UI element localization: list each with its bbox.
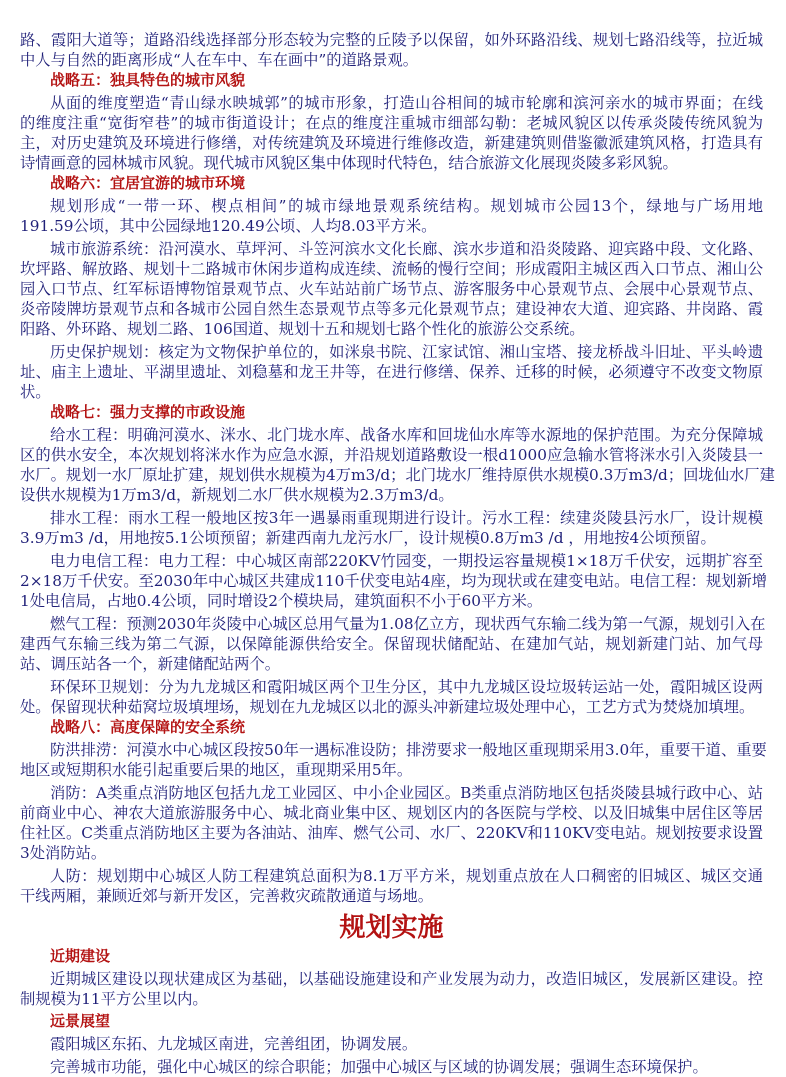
paragraph xyxy=(20,30,763,70)
text-line: 水厂。规划一水厂原址扩建，规划供水规模为4万m3/d；北门垅水厂维持原供水规模0.3万m3/d；回垅仙水厂建 xyxy=(20,466,775,484)
paragraph xyxy=(20,508,763,548)
text-line: 址、庙主上遗址、平湖里遗址、刘稳墓和龙王井等，在进行修缮、保养、迁移的时候，必须遵守不改变文物原 xyxy=(20,363,763,381)
text-line: 坎坪路、解放路、规划十二路城市休闲步道构成连续、流畅的慢行空间；形成霞阳主城区西入口节点、湘山公 xyxy=(20,260,763,278)
text-line: 燃气工程：预测2030年炎陵中心城区总用气量为1.08亿立方，现状西气东输二线为第一气源，规划引入在 xyxy=(50,615,766,633)
text-line: 区的供水安全，本次规划将洣水作为应急水源，并沿规划道路敷设一根d1000应急输水管将洣水引入炎陵县一 xyxy=(20,446,763,464)
text-line: 主，对历史建筑及环境进行修缮，对传统建筑及环境进行维修改造，新建建筑则借鉴徽派建筑风格，打造具有 xyxy=(20,134,763,152)
text-line: 制规模为11平方公里以内。 xyxy=(20,990,208,1008)
paragraph xyxy=(20,969,763,1009)
subsection-heading: 近期建设 xyxy=(50,947,111,965)
text-line: 园入口节点、红军标语博物馆景观节点、火车站站前广场节点、游客服务中心景观节点、会展中心景观节点、 xyxy=(20,280,763,298)
text-line: 电力电信工程：电力工程：中心城区南部220KV竹园变，一期投运容量规模1×18万千伏安，远期扩容至 xyxy=(50,552,763,570)
text-line: 1处电信局，占地0.4公顷，同时增设2个模块局，建筑面积不小于60平方米。 xyxy=(20,592,543,610)
text-line: 2×18万千伏安。至2030年中心城区共建成110千伏变电站4座，均为现状或在建变电站。电信工程：规划新增 xyxy=(20,572,768,590)
document-page xyxy=(20,30,775,1077)
text-line: 近期城区建设以现状建成区为基础，以基础设施建设和产业发展为动力，改造旧城区，发展新区建设。控 xyxy=(50,970,763,988)
text-line: 炎帝陵牌坊景观节点和各城市公园自然生态景观节点等多元化景观节点；建设神农大道、迎宾路、井岗路、霞 xyxy=(20,300,763,318)
text-line: 人防：规划期中心城区人防工程建筑总面积为8.1万平方米，规划重点放在人口稠密的旧城区、城区交通 xyxy=(50,867,763,885)
paragraph xyxy=(20,614,766,674)
text-line: 从面的维度塑造“青山绿水映城郭”的城市形象，打造山谷相间的城市轮廓和滨河亲水的城市界面；在线 xyxy=(50,94,763,112)
text-line: 规划形成“一带一环、楔点相间”的城市绿地景观系统结构。规划城市公园13个，绿地与广场用地 xyxy=(50,197,763,215)
text-line: 环保环卫规划：分为九龙城区和霞阳城区两个卫生分区，其中九龙城区设垃圾转运站一处，霞阳城区设两 xyxy=(50,678,763,696)
text-line: 住社区。C类重点消防地区主要为各油站、油库、燃气公司、水厂、220KV和110KV变电站。规划按要求设置 xyxy=(20,824,763,842)
paragraph xyxy=(20,1057,763,1077)
paragraph xyxy=(20,239,763,339)
text-line: 设供水规模为1万m3/d，新规划二水厂供水规模为2.3万m3/d。 xyxy=(20,486,454,504)
paragraph xyxy=(20,740,767,780)
paragraph xyxy=(20,1034,763,1054)
paragraph xyxy=(20,783,763,863)
paragraph xyxy=(20,425,775,505)
text-line: 的维度注重“宽街窄巷”的城市街道设计；在点的维度注重城市细部勾勒：老城风貌区以传承炎陵传统风貌为 xyxy=(20,114,763,132)
text-line: 防洪排涝：河漠水中心城区段按50年一遇标准设防；排涝要求一般地区重现期采用3.0年，重要干道、重要 xyxy=(50,741,767,759)
paragraph xyxy=(20,342,763,402)
text-line: 给水工程：明确河漠水、洣水、北门垅水库、战备水库和回垅仙水库等水源地的保护范围。为充分保障城 xyxy=(50,426,763,444)
text-line: 处。保留现状种茹窝垃圾填埋场，规划在九龙城区以北的源头冲新建垃圾处理中心，工艺方式为焚烧加填埋。 xyxy=(20,698,755,716)
subsection-heading: 战略七：强力支撑的市政设施 xyxy=(50,403,246,421)
text-line: 状。 xyxy=(20,383,51,401)
text-line: 地区或短期积水能引起重要后果的地区，重现期采用5年。 xyxy=(20,761,413,779)
text-line: 191.59公顷，其中公园绿地120.49公顷、人均8.03平方米。 xyxy=(20,217,437,235)
text-line: 排水工程：雨水工程一般地区按3年一遇暴雨重现期进行设计。污水工程：续建炎陵县污水厂，设计规模 xyxy=(50,509,763,527)
text-line: 诗情画意的园林城市风貌。现代城市风貌区集中体现时代特色，结合旅游文化展现炎陵多彩风貌。 xyxy=(20,154,678,172)
text-line: 建西气东输三线为第二气源，以保障能源供给安全。保留现状储配站、在建加气站，规划新建门站、加气母 xyxy=(20,635,763,653)
text-line: 中人与自然的距离形成“人在车中、车在画中”的道路景观。 xyxy=(20,51,419,69)
text-line: 完善城市功能，强化中心城区的综合职能；加强中心城区与区域的协调发展；强调生态环境保护。 xyxy=(50,1058,708,1076)
text-line: 干线两厢，兼顾近郊与新开发区，完善救灾疏散通道与场地。 xyxy=(20,887,434,905)
paragraph xyxy=(20,93,763,173)
text-line: 历史保护规划：核定为文物保护单位的，如洣泉书院、江家试馆、湘山宝塔、接龙桥战斗旧址、平头岭遗 xyxy=(50,343,763,361)
paragraph xyxy=(20,866,763,906)
text-line: 路、霞阳大道等；道路沿线选择部分形态较为完整的丘陵予以保留，如外环路沿线、规划七路沿线等，拉近城 xyxy=(20,31,763,49)
subsection-heading: 远景展望 xyxy=(50,1012,111,1030)
text-line: 3处消防站。 xyxy=(20,844,107,862)
paragraph xyxy=(20,551,768,611)
paragraph xyxy=(20,196,763,236)
text-line: 前商业中心、神农大道旅游服务中心、城北商业集中区、规划区内的各医院与学校、以及旧城集中居住区等居 xyxy=(20,804,763,822)
subsection-heading: 战略八：高度保障的安全系统 xyxy=(50,718,246,736)
text-line: 站、调压站各一个，新建储配站两个。 xyxy=(20,655,281,673)
subsection-heading: 战略五：独具特色的城市风貌 xyxy=(50,71,246,89)
text-line: 消防：A类重点消防地区包括九龙工业园区、中小企业园区。B类重点消防地区包括炎陵县城行政中心、站 xyxy=(50,784,763,802)
section-title: 规划实施 xyxy=(339,913,444,943)
subsection-heading: 战略六：宜居宜游的城市环境 xyxy=(50,174,246,192)
text-line: 城市旅游系统：沿河漠水、草坪河、斗笠河滨水文化长廊、滨水步道和沿炎陵路、迎宾路中段、文化路、 xyxy=(50,240,763,258)
paragraph xyxy=(20,677,763,717)
text-line: 3.9万m3 /d，用地按5.1公顷预留；新建西南九龙污水厂，设计规模0.8万m3 /d ，用地按4公顷预留。 xyxy=(20,529,716,547)
text-line: 霞阳城区东拓、九龙城区南进，完善组团，协调发展。 xyxy=(50,1035,418,1053)
text-line: 阳路、外环路、规划二路、106国道、规划十五和规划七路个性化的旅游公交系统。 xyxy=(20,320,585,338)
